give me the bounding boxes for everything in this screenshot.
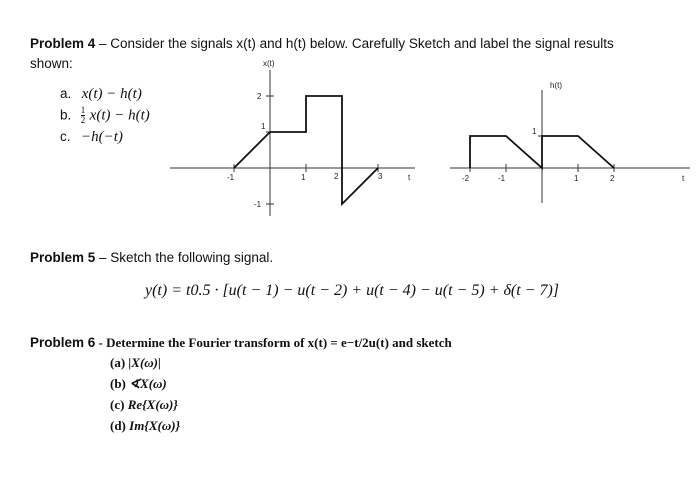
problem4-text-line2: shown: — [30, 56, 73, 71]
part-letter: (b) — [110, 376, 126, 391]
problem6-part-d — [110, 418, 180, 434]
fraction-one-half — [81, 106, 86, 125]
x-graph-ylabel-2: 2 — [257, 92, 262, 101]
problem4-heading — [30, 36, 614, 51]
problem6-text: - Determine the Fourier transform of x(t) = e−t/2u(t) and sketch — [95, 335, 452, 350]
problem6-label: Problem 6 — [30, 335, 96, 350]
part-letter: (d) — [110, 418, 126, 433]
h-graph-xlabel-neg2: -2 — [462, 174, 470, 183]
h-graph-xlabel-neg1: -1 — [498, 174, 506, 183]
problem4-item-a — [60, 85, 142, 103]
x-graph-xlabel-1: 1 — [301, 173, 306, 182]
problem6-part-b — [110, 376, 167, 392]
h-graph-xlabel-t: t — [682, 174, 685, 183]
problem4-label: Problem 4 — [30, 36, 96, 51]
x-graph-ylabel-neg1: -1 — [254, 200, 262, 209]
graph-x-of-t — [170, 58, 420, 218]
problem6-part-c — [110, 397, 178, 413]
graph-h-of-t — [440, 78, 695, 208]
problem6-heading — [30, 334, 452, 352]
part-expression: |X(ω)| — [128, 355, 161, 370]
item-expression: −h(−t) — [80, 129, 123, 145]
h-graph-xlabel-2: 2 — [610, 174, 615, 183]
problem4-item-c — [60, 128, 123, 146]
part-expression: Re{X(ω)} — [127, 397, 178, 412]
part-expression: ∢X(ω) — [129, 376, 167, 391]
x-graph-ylabel-1: 1 — [261, 122, 266, 131]
fraction-numerator: 1 — [80, 105, 86, 115]
problem4-text-line1: – Consider the signals x(t) and h(t) below. Carefully Sketch and label the signal results — [95, 36, 614, 51]
x-graph-xlabel-2: 2 — [334, 172, 339, 181]
fraction-denominator: 2 — [80, 115, 86, 125]
h-signal-curve — [470, 136, 614, 168]
x-signal-curve — [234, 96, 378, 204]
h-graph-xlabel-1: 1 — [574, 174, 579, 183]
h-graph-ylabel-1: 1 — [532, 127, 537, 136]
x-graph-xlabel-neg1: -1 — [227, 173, 235, 182]
part-expression: Im{X(ω)} — [129, 418, 181, 433]
h-graph-title: h(t) — [550, 81, 562, 90]
part-letter: (c) — [110, 397, 125, 412]
x-graph-xlabel-3: 3 — [378, 172, 383, 181]
problem4-item-b — [60, 106, 150, 125]
item-letter: b. — [60, 107, 72, 123]
x-graph-xlabel-t: t — [408, 173, 411, 182]
item-expression: x(t) − h(t) — [81, 86, 142, 102]
problem5-label: Problem 5 — [30, 250, 96, 265]
problem5-heading — [30, 250, 273, 265]
part-letter: (a) — [110, 355, 126, 370]
item-expression: x(t) − h(t) — [89, 107, 150, 124]
x-graph-title: x(t) — [263, 59, 275, 68]
item-letter: c. — [60, 129, 71, 144]
problem6-part-a — [110, 355, 161, 371]
item-letter: a. — [60, 86, 72, 101]
problem5-text: – Sketch the following signal. — [95, 250, 274, 265]
problem5-equation: y(t) = t0.5 · [u(t − 1) − u(t − 2) + u(t − 4) − u(t − 5) + δ(t − 7)] — [145, 282, 560, 299]
